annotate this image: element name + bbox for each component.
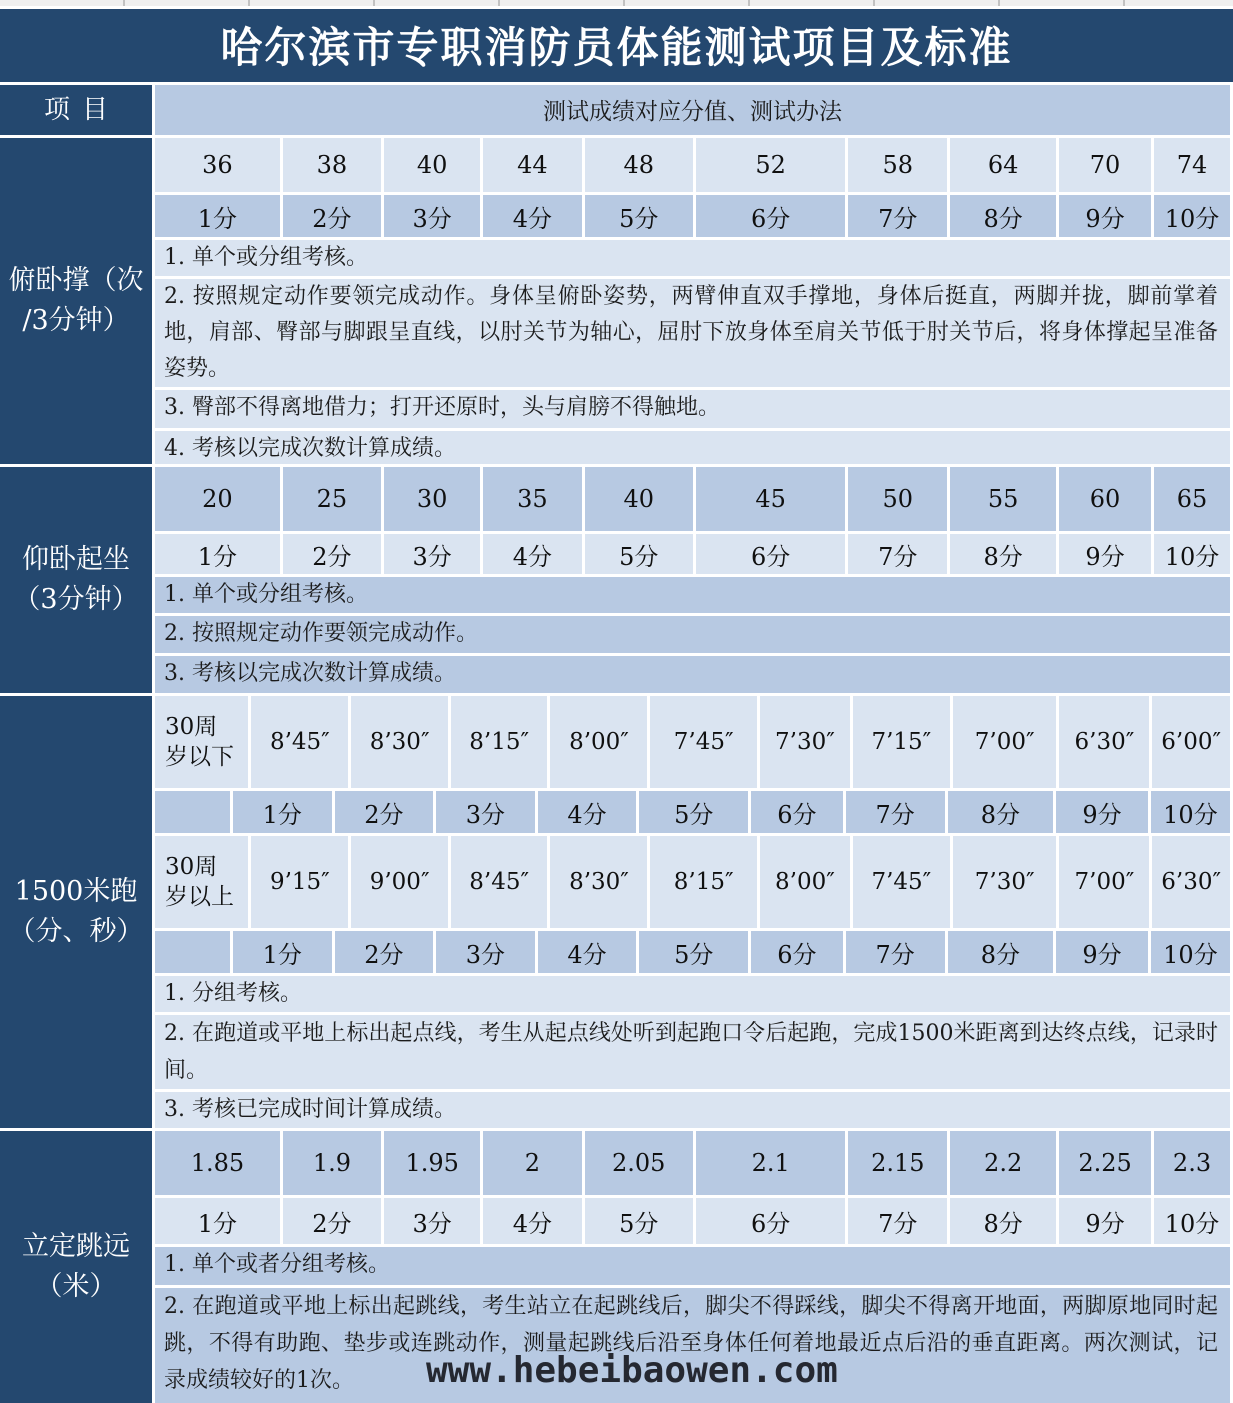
note-row: 2. 按照规定动作要领完成动作。身体呈俯卧姿势，两臂伸直双手撑地，身体后挺直，两脚并拢，脚前掌着地，肩部、臀部与脚跟呈直线，以肘关节为轴心，屈肘下放身体至肩关节低于肘关节后，将身体撑起呈准备姿势。 [155,279,1230,387]
value-cell: 55 [950,467,1056,531]
value-cell: 38 [283,138,381,192]
section-label-line: 立定跳远 [22,1231,130,1263]
score-cell: 7分 [848,1198,947,1244]
value-cell: 40 [384,138,480,192]
score-cell: 1分 [155,1198,280,1244]
value-cell: 7’30″ [953,836,1057,928]
score-cell: 7分 [846,931,945,973]
scores-row [155,931,1230,973]
note-row: 1. 分组考核。 [155,976,1230,1012]
value-cell: 8’00″ [760,836,850,928]
value-cell: 2.15 [848,1131,947,1195]
section-label-line: 仰卧起坐 [22,544,130,576]
value-cell: 7’30″ [760,696,850,788]
age-group-label: 30周岁以下 [155,696,248,788]
score-cell: 9分 [1059,195,1151,237]
value-cell: 1.95 [384,1131,480,1195]
score-cell: 9分 [1059,1198,1151,1244]
value-cell: 8’30″ [351,696,448,788]
score-cell: 6分 [696,1198,846,1244]
value-cell: 7’00″ [953,696,1057,788]
score-cell: 9分 [1056,791,1148,833]
watermark: www.hebeibaowen.com [426,1350,838,1391]
note-row: 1. 单个或分组考核。 [155,577,1230,613]
value-cell: 58 [848,138,947,192]
value-cell: 48 [585,138,693,192]
value-cell: 7’45″ [853,836,950,928]
value-cell: 2.1 [696,1131,846,1195]
score-cell: 3分 [384,195,480,237]
score-cell: 6分 [696,195,846,237]
note-row: 1. 单个或分组考核。 [155,240,1230,276]
value-cell: 8’30″ [550,836,647,928]
score-cell: 5分 [639,931,748,973]
score-cell: 5分 [585,195,693,237]
score-cell: 5分 [585,534,693,574]
note-row: 2. 在跑道或平地上标出起跳线，考生站立在起跳线后，脚尖不得踩线，脚尖不得离开地面，两脚原地同时起跳，不得有助跑、垫步或连跳动作，测量起跳线后沿至身体任何着地最近点后沿的垂直距离。两次测试，记录成绩较好的1次。 [155,1288,1230,1403]
note-row: 1. 单个或者分组考核。 [155,1247,1230,1285]
value-cell: 9’15″ [251,836,348,928]
score-cell: 6分 [751,931,843,973]
score-cell: 10分 [1151,931,1230,973]
value-cell: 2.3 [1154,1131,1230,1195]
score-cell: 10分 [1151,791,1230,833]
value-cell: 50 [848,467,947,531]
value-cell: 1.9 [283,1131,381,1195]
score-cell: 10分 [1154,534,1230,574]
section-label-run [0,696,152,1128]
value-cell: 9’00″ [351,836,448,928]
value-cell: 35 [483,467,581,531]
values-row [155,1131,1230,1195]
value-cell: 6’00″ [1152,696,1230,788]
score-cell: 2分 [283,1198,381,1244]
note-row: 2. 按照规定动作要领完成动作。 [155,616,1230,653]
value-cell: 65 [1154,467,1230,531]
score-cell: 1分 [233,791,332,833]
note-row: 3. 臀部不得离地借力；打开还原时，头与肩膀不得触地。 [155,390,1230,428]
score-cell: 3分 [384,534,480,574]
section-label-line: （米） [35,1271,117,1303]
header-item-label: 项目 [0,85,152,135]
value-cell: 7’00″ [1059,836,1149,928]
value-cell: 8’45″ [251,696,348,788]
score-cell: 9分 [1056,931,1148,973]
note-row: 3. 考核已完成时间计算成绩。 [155,1092,1230,1128]
score-cell: 2分 [335,931,433,973]
section-label-line: /3分钟） [22,305,130,337]
spreadsheet-edge-strip [0,0,1233,6]
section-label-line: （3分钟） [13,584,139,616]
section-pushups [0,138,1233,464]
value-cell: 6’30″ [1152,836,1230,928]
score-cell: 1分 [155,534,280,574]
empty-cell [155,931,230,973]
value-cell: 6’30″ [1059,696,1149,788]
score-cell: 2分 [283,195,381,237]
score-cell: 2分 [335,791,433,833]
values-row-under-30 [155,696,1230,788]
score-cell: 5分 [585,1198,693,1244]
value-cell: 45 [696,467,846,531]
value-cell: 2.25 [1059,1131,1151,1195]
value-cell: 40 [585,467,693,531]
value-cell: 8’15″ [650,836,757,928]
section-situps [0,467,1233,693]
score-cell: 6分 [696,534,846,574]
score-cell: 7分 [848,534,947,574]
value-cell: 44 [483,138,581,192]
value-cell: 2.05 [585,1131,693,1195]
section-long-jump [0,1131,1233,1403]
value-cell: 30 [384,467,480,531]
value-cell: 7’45″ [650,696,757,788]
score-cell: 7分 [848,195,947,237]
scores-row [155,791,1230,833]
section-label-pushups [0,138,152,464]
section-label-line: （分、秒） [8,916,144,948]
value-cell: 1.85 [155,1131,280,1195]
score-cell: 3分 [436,791,534,833]
value-cell: 20 [155,467,280,531]
header-methods-label: 测试成绩对应分值、测试办法 [155,85,1230,135]
score-cell: 1分 [233,931,332,973]
values-row [155,467,1230,531]
section-label-long-jump [0,1131,152,1403]
score-cell: 10分 [1154,1198,1230,1244]
section-label-line: 1500米跑 [14,876,138,908]
value-cell: 64 [950,138,1056,192]
value-cell: 74 [1154,138,1230,192]
value-cell: 8’45″ [451,836,548,928]
note-row: 2. 在跑道或平地上标出起点线，考生从起点线处听到起跑口令后起跑，完成1500米距离到达终点线，记录时间。 [155,1015,1230,1089]
note-row: 4. 考核以完成次数计算成绩。 [155,431,1230,464]
value-cell: 8’15″ [451,696,548,788]
value-cell: 60 [1059,467,1151,531]
values-row-over-30 [155,836,1230,928]
section-run-1500m [0,696,1233,1128]
score-cell: 5分 [639,791,748,833]
empty-cell [155,791,230,833]
score-cell: 8分 [950,534,1056,574]
scores-row [155,534,1230,574]
score-cell: 7分 [846,791,945,833]
score-cell: 9分 [1059,534,1151,574]
score-cell: 8分 [948,791,1054,833]
value-cell: 36 [155,138,280,192]
score-cell: 2分 [283,534,381,574]
note-row: 3. 考核以完成次数计算成绩。 [155,656,1230,693]
value-cell: 25 [283,467,381,531]
scores-row [155,195,1230,237]
score-cell: 3分 [384,1198,480,1244]
score-cell: 6分 [751,791,843,833]
age-group-label: 30周岁以上 [155,836,248,928]
score-cell: 3分 [436,931,534,973]
section-label-situps [0,467,152,693]
score-cell: 8分 [950,195,1056,237]
value-cell: 7’15″ [853,696,950,788]
score-cell: 4分 [483,534,581,574]
score-cell: 4分 [483,1198,581,1244]
score-cell: 4分 [483,195,581,237]
score-cell: 4分 [538,931,637,973]
value-cell: 2.2 [950,1131,1056,1195]
table-header-row [0,85,1233,135]
value-cell: 52 [696,138,846,192]
value-cell: 8’00″ [550,696,647,788]
score-cell: 8分 [948,931,1054,973]
score-cell: 8分 [950,1198,1056,1244]
score-cell: 10分 [1154,195,1230,237]
score-cell: 1分 [155,195,280,237]
value-cell: 70 [1059,138,1151,192]
section-label-line: 俯卧撑（次 [8,265,144,297]
scores-row [155,1198,1230,1244]
values-row [155,138,1230,192]
value-cell: 2 [483,1131,581,1195]
score-cell: 4分 [538,791,637,833]
page-title: 哈尔滨市专职消防员体能测试项目及标准 [0,9,1233,82]
